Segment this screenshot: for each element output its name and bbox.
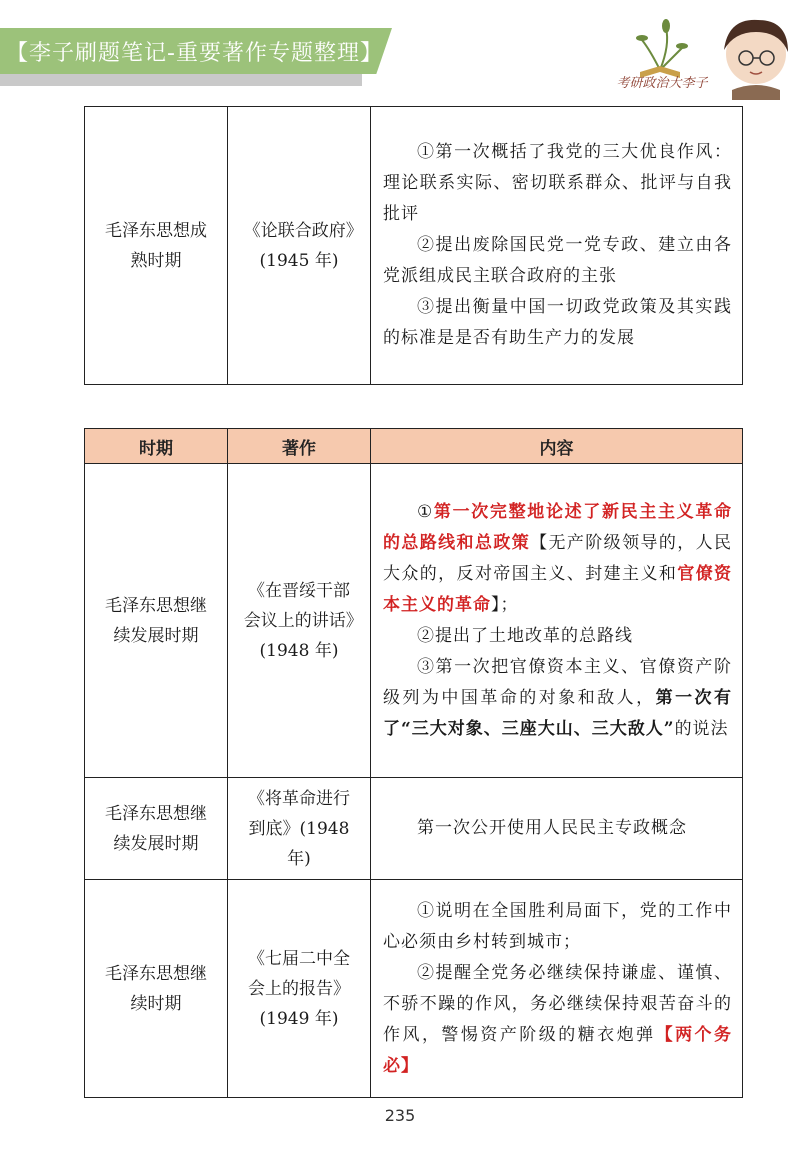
content-cell (371, 464, 743, 778)
header-banner-shadow (0, 74, 362, 86)
works-table-1 (84, 106, 743, 385)
content-text: ③第一次把官僚资本主义、官僚资产阶级列为中国革命的对象和敌人， (383, 656, 732, 708)
content-text: 】； (491, 594, 519, 615)
content-point: ①第一次概括了我党的三大优良作风：理论联系实际、密切联系群众、批评与自我批评 (383, 142, 732, 224)
point-prefix: ① (417, 501, 434, 522)
content-point: ③提出衡量中国一切政党政策及其实践的标准是是否有助生产力的发展 (383, 297, 732, 348)
content-point: ②提出废除国民党一党专政、建立由各党派组成民主联合政府的主张 (383, 235, 732, 286)
work-cell: 《将革命进行到底》(1948 年) (228, 778, 371, 880)
header-content: 内容 (371, 429, 743, 464)
content-point: ①说明在全国胜利局面下，党的工作中心必须由乡村转到城市； (383, 900, 732, 952)
table-row (85, 464, 743, 778)
work-cell: 《在晋绥干部会议上的讲话》(1948 年) (228, 464, 371, 778)
work-cell: 《七届二中全会上的报告》(1949 年) (228, 880, 371, 1098)
content-point: ②提出了土地改革的总路线 (417, 625, 633, 646)
header-work: 著作 (228, 429, 371, 464)
content-text: 的说法 (674, 718, 729, 739)
period-cell: 毛泽东思想继续时期 (85, 880, 228, 1098)
content-text: 【无产阶级领导的，人民大众的，反对帝国主义、封建主义和 (383, 532, 733, 584)
content-point (383, 497, 732, 621)
content-cell (371, 778, 743, 880)
table-row (85, 880, 743, 1098)
highlight-text: 第一次完整地论述了新民主主义革命的总路线和总政策 (383, 501, 732, 553)
content-cell (371, 880, 743, 1098)
header-period: 时期 (85, 429, 228, 464)
period-cell: 毛泽东思想成熟时期 (85, 107, 228, 385)
period-cell: 毛泽东思想继续发展时期 (85, 778, 228, 880)
table-row (85, 107, 743, 385)
content-cell (371, 107, 743, 385)
header-title: 【李子刷题笔记-重要著作专题整理】 (6, 41, 383, 66)
table-header-row (85, 429, 743, 464)
period-cell: 毛泽东思想继续发展时期 (85, 464, 228, 778)
content-point (383, 958, 732, 1082)
content-point (383, 652, 732, 745)
highlight-text: 官僚资本主义的革命 (383, 563, 733, 615)
highlight-text: 【两个务必】 (383, 1024, 733, 1076)
page-number: 235 (384, 1106, 416, 1125)
brand-name: 考研政治大李子 (616, 76, 708, 91)
work-cell: 《论联合政府》(1945 年) (228, 107, 371, 385)
content-point: 第一次公开使用人民民主专政概念 (417, 818, 687, 838)
content-text: ②提醒全党务必继续保持谦虚、谨慎、不骄不躁的作风，务必继续保持艰苦奋斗的作风，警惕资产阶级的糖衣炮弹 (383, 962, 732, 1045)
works-table-2 (84, 428, 743, 1098)
table-row (85, 778, 743, 880)
bold-text: 第一次有了“三大对象、三座大山、三大敌人” (383, 687, 733, 739)
